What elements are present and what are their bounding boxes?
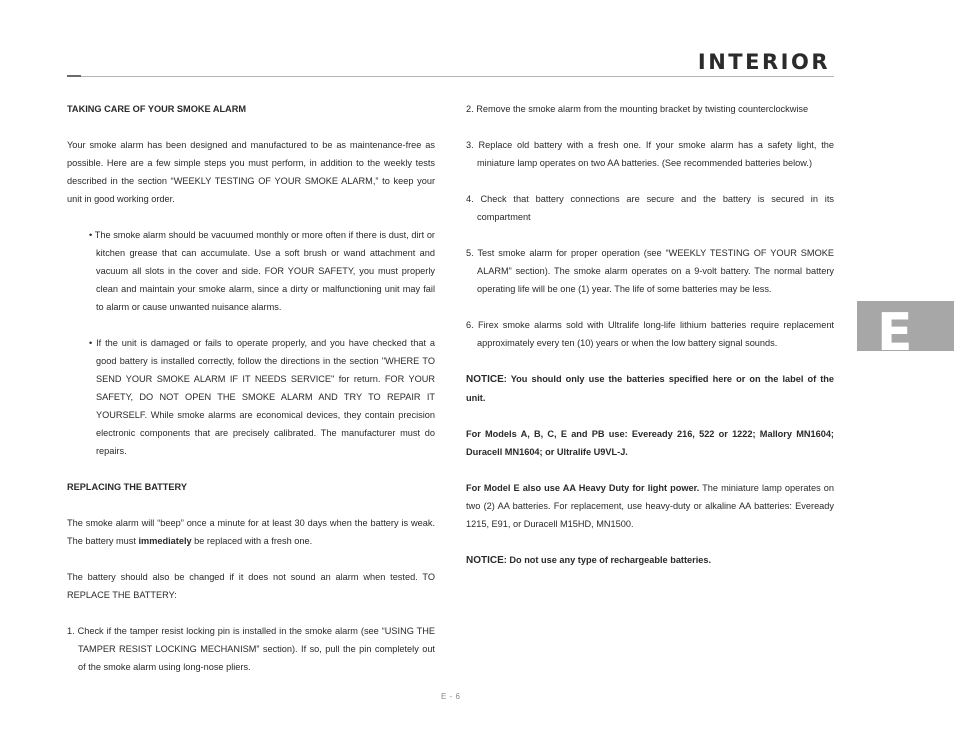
beep-text-end: be replaced with a fresh one. <box>191 536 313 546</box>
bullet-vacuum: • The smoke alarm should be vacuumed monthly or more often if there is dust, dirt or kitchen grease that can accumulate. Use a soft brush or wand attachment and vacuum all slots in the cover and side. FOR YOUR SAFETY, you must properly clean and maintain your smoke alarm, since a dirty or malfunctioning unit may fail to alarm or cause unwanted nuisance alarms. <box>89 230 435 312</box>
step-2: 2. Remove the smoke alarm from the mounting bracket by twisting counterclockwise <box>466 104 809 114</box>
models-paragraph: For Models A, B, C, E and PB use: Eveready 216, 522 or 1222; Mallory MN1604; Duracell MN1604; or Ultralife U9VL-J. <box>466 429 834 457</box>
right-column <box>466 100 834 570</box>
left-column <box>67 100 435 676</box>
beep-emphasis: immediately <box>138 536 192 546</box>
header-rule-accent <box>67 75 81 77</box>
notice-rechargeable <box>466 551 834 570</box>
model-e-text: The miniature lamp operates on two (2) AA batteries. For replacement, use heavy-duty or alkaline AA batteries: Eveready 1215, E91, or Duracell M15HD, MN1500. <box>466 483 834 529</box>
model-e-lead: For Model E also use AA Heavy Duty for light power. <box>466 483 700 493</box>
header-rule <box>67 76 834 77</box>
step-3: 3. Replace old battery with a fresh one. If your smoke alarm has a safety light, the miniature lamp operates on two AA batteries. (See recommended batteries below.) <box>466 140 834 168</box>
page-number: E - 6 <box>441 692 461 701</box>
heading-taking-care: TAKING CARE OF YOUR SMOKE ALARM <box>67 104 246 114</box>
heading-replacing-battery: REPLACING THE BATTERY <box>67 482 187 492</box>
step-1: 1. Check if the tamper resist locking pin is installed in the smoke alarm (see “USING THE TAMPER RESIST LOCKING MECHANISM” section). If so, pull the pin completely out of the smoke alarm using long-nose pliers. <box>67 626 435 672</box>
step-5: 5. Test smoke alarm for proper operation (see “WEEKLY TESTING OF YOUR SMOKE ALARM” section). The smoke alarm operates on a 9-volt battery. The normal battery operating life will be one (1) year. The life of some batteries may be less. <box>466 248 834 294</box>
beep-paragraph <box>67 514 435 550</box>
section-title: INTERIOR <box>697 50 830 74</box>
step-6: 6. Firex smoke alarms sold with Ultralife long-life lithium batteries require replacement approximately every ten (10) years or when the low battery signal sounds. <box>466 320 834 348</box>
section-tab <box>857 301 954 351</box>
intro-paragraph: Your smoke alarm has been designed and manufactured to be as maintenance-free as possible. Here are a few simple steps you must perform, in addition to the weekly tests described in the section “WEEKLY TESTING OF YOUR SMOKE ALARM,” to keep your unit in good working order. <box>67 140 435 204</box>
section-tab-letter: E <box>877 303 913 351</box>
notice-label: NOTICE <box>466 374 504 385</box>
notice-batteries <box>466 370 834 407</box>
bullet-damaged: • If the unit is damaged or fails to operate properly, and you have checked that a good battery is installed correctly, follow the directions in the section "WHERE TO SEND YOUR SMOKE ALARM IF IT NEEDS SERVICE" for return. FOR YOUR SAFETY, DO NOT OPEN THE SMOKE ALARM AND TRY TO REPAIR IT YOURSELF. While smoke alarms are economical devices, they contain precision electronic components that are precisely calibrated. The manufacturer must do repairs. <box>89 338 435 456</box>
beep-text: The smoke alarm will “beep” once a minute for at least 30 days when the battery is weak. The battery must <box>67 518 435 546</box>
change-battery-paragraph: The battery should also be changed if it does not sound an alarm when tested. TO REPLACE THE BATTERY: <box>67 572 435 600</box>
step-4: 4. Check that battery connections are secure and the battery is secured in its compartment <box>466 194 834 222</box>
model-e-paragraph <box>466 479 834 533</box>
notice-text: : Do not use any type of rechargeable batteries. <box>503 555 712 565</box>
notice-text: : You should only use the batteries specified here or on the label of the unit. <box>466 374 834 403</box>
notice-label: NOTICE <box>466 555 504 566</box>
